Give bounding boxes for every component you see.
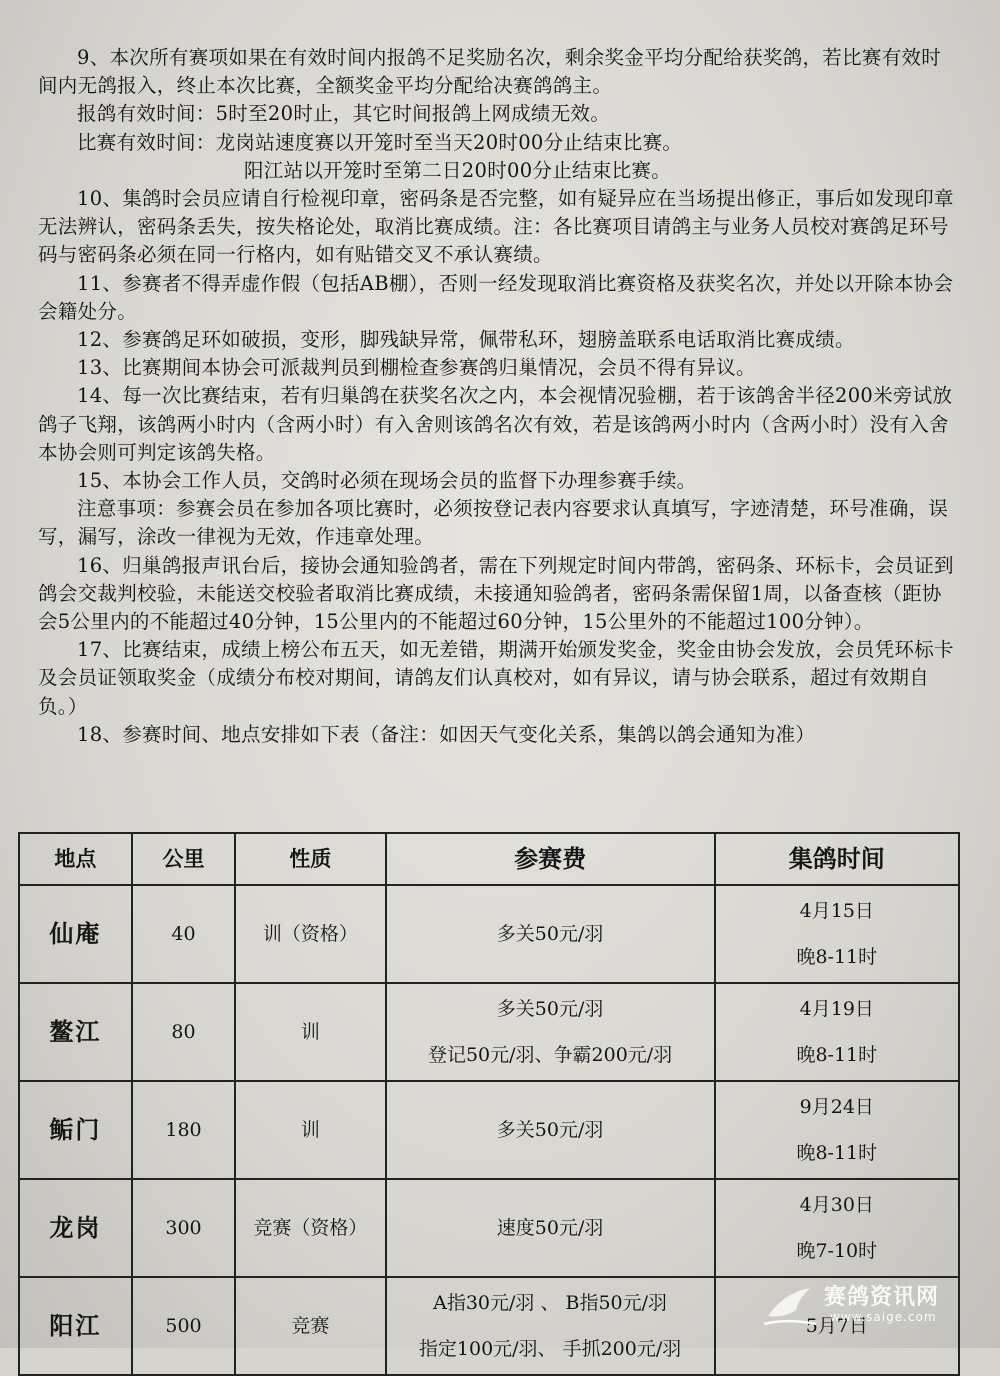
cell-km: 500 bbox=[132, 1277, 235, 1375]
fee-line: 登记50元/羽、争霸200元/羽 bbox=[427, 1044, 673, 1066]
fee-line: 多关50元/羽 bbox=[496, 923, 604, 945]
cell-time bbox=[715, 885, 959, 983]
header-type: 性质 bbox=[235, 833, 385, 885]
fee-line: 指定100元/羽、 手抓200元/羽 bbox=[418, 1338, 682, 1360]
rules-text bbox=[38, 44, 958, 749]
cell-km: 80 bbox=[132, 983, 235, 1081]
time-date: 4月30日 bbox=[799, 1194, 874, 1216]
cell-place: 鳌江 bbox=[19, 983, 132, 1081]
cell-type: 训（资格） bbox=[235, 885, 385, 983]
cell-type: 训 bbox=[235, 983, 385, 1081]
time-hours: 晚8-11时 bbox=[796, 1142, 878, 1164]
rule-12: 12、参赛鸽足环如破损，变形，脚残缺异常，佩带私环，翅膀盖联系电话取消比赛成绩。 bbox=[77, 328, 855, 352]
table-row bbox=[19, 1081, 959, 1179]
rule-15: 15、本协会工作人员，交鸽时必须在现场会员的监督下办理参赛手续。 bbox=[77, 469, 697, 493]
fee-line: 速度50元/羽 bbox=[496, 1217, 604, 1239]
cell-km: 180 bbox=[132, 1081, 235, 1179]
header-km: 公里 bbox=[132, 833, 235, 885]
watermark-url: www.saige.com bbox=[830, 1310, 937, 1324]
cell-place: 仙庵 bbox=[19, 885, 132, 983]
time-date: 4月15日 bbox=[799, 900, 874, 922]
cell-type: 竞赛（资格） bbox=[235, 1179, 385, 1277]
time-date: 5月7日 bbox=[805, 1315, 868, 1337]
cell-time bbox=[715, 983, 959, 1081]
table-row bbox=[19, 983, 959, 1081]
watermark bbox=[760, 1276, 960, 1334]
cell-fee bbox=[386, 1277, 715, 1375]
cell-time bbox=[715, 1179, 959, 1277]
cell-place: 鲘门 bbox=[19, 1081, 132, 1179]
header-fee: 参赛费 bbox=[386, 833, 715, 885]
header-place: 地点 bbox=[19, 833, 132, 885]
rule-18: 18、参赛时间、地点安排如下表（备注：如因天气变化关系，集鸽以鸽会通知为准） bbox=[77, 722, 816, 746]
rule-9: 9、本次所有赛项如果在有效时间内报鸽不足奖励名次，剩余奖金平均分配给获奖鸽，若比赛有效时间内无鸽报入，终止本次比赛，全额奖金平均分配给决赛鸽鸽主。 bbox=[38, 46, 942, 98]
time-date: 4月19日 bbox=[799, 998, 874, 1020]
pigeon-logo-icon bbox=[760, 1280, 820, 1330]
cell-place: 龙岗 bbox=[19, 1179, 132, 1277]
rule-11: 11、参赛者不得弄虚作假（包括AB棚），否则一经发现取消比赛资格及获奖名次，并处以开除本协会会籍处分。 bbox=[38, 271, 954, 323]
rule-13: 13、比赛期间本协会可派裁判员到棚检查参赛鸽归巢情况，会员不得有异议。 bbox=[77, 356, 756, 380]
cell-fee bbox=[386, 885, 715, 983]
table-header-row bbox=[19, 833, 959, 885]
time-hours: 晚8-11时 bbox=[796, 946, 878, 968]
cell-km: 300 bbox=[132, 1179, 235, 1277]
rule-9-yangjiang-time: 阳江站以开笼时至第二日20时00分止结束比赛。 bbox=[244, 158, 672, 182]
cell-type: 训 bbox=[235, 1081, 385, 1179]
cell-type: 竞赛 bbox=[235, 1277, 385, 1375]
cell-fee bbox=[386, 983, 715, 1081]
fee-line: A指30元/羽 、 B指50元/羽 bbox=[433, 1292, 668, 1314]
rule-17: 17、比赛结束，成绩上榜公布五天，如无差错，期满开始颁发奖金，奖金由协会发放，会员凭环标卡及会员证领取奖金（成绩分布校对期间，请鸽友们认真校对，如有异议，请与协会联系，超过有效期自负。） bbox=[38, 638, 954, 718]
rule-16: 16、归巢鸽报声讯台后，接协会通知验鸽者，需在下列规定时间内带鸽，密码条、环标卡，会员证到鸽会交裁判校验，未能送交校验者取消比赛成绩，未接通知验鸽者，密码条需保留1周，以备查核（距协会5公里内的不能超过40分钟，15公里内的不能超过60分钟，15公里外的不能超过100分钟）。 bbox=[38, 553, 954, 634]
rule-9-report-time: 报鸽有效时间：5时至20时止，其它时间报鸽上网成绩无效。 bbox=[77, 102, 611, 126]
time-date: 9月24日 bbox=[799, 1096, 874, 1118]
table-row bbox=[19, 885, 959, 983]
time-hours: 晚8-11时 bbox=[796, 1044, 878, 1066]
cell-km: 40 bbox=[132, 885, 235, 983]
watermark-name: 赛鸽资讯网 bbox=[824, 1285, 940, 1310]
rule-10: 10、集鸽时会员应请自行检视印章，密码条是否完整，如有疑异应在当场提出修正，事后如发现印章无法辨认，密码条丢失，按失格论处，取消比赛成绩。注：各比赛项目请鸽主与业务人员校对赛鸽足环号码与密码条必须在同一行格内，如有贴错交叉不承认赛绩。 bbox=[38, 187, 954, 267]
fee-line: 多关50元/羽 bbox=[496, 998, 604, 1020]
rule-9-race-time: 比赛有效时间：龙岗站速度赛以开笼时至当天20时00分止结束比赛。 bbox=[77, 130, 683, 154]
table-row bbox=[19, 1179, 959, 1277]
fee-line: 多关50元/羽 bbox=[496, 1119, 604, 1141]
cell-place: 阳江 bbox=[19, 1277, 132, 1375]
cell-fee bbox=[386, 1179, 715, 1277]
cell-fee bbox=[386, 1081, 715, 1179]
cell-time bbox=[715, 1081, 959, 1179]
header-time: 集鸽时间 bbox=[715, 833, 959, 885]
notice: 注意事项：参赛会员在参加各项比赛时，必须按登记表内容要求认真填写，字迹清楚，环号准确，误写，漏写，涂改一律视为无效，作违章处理。 bbox=[38, 497, 949, 549]
rule-14: 14、每一次比赛结束，若有归巢鸽在获奖名次之内，本会视情况验棚，若于该鸽舍半径200米旁试放鸽子飞翔，该鸽两小时内（含两小时）有入舍则该鸽名次有效，若是该鸽两小时内（含两小时）没有入舍本协会则可判定该鸽失格。 bbox=[38, 384, 953, 464]
time-hours: 晚7-10时 bbox=[796, 1240, 878, 1262]
